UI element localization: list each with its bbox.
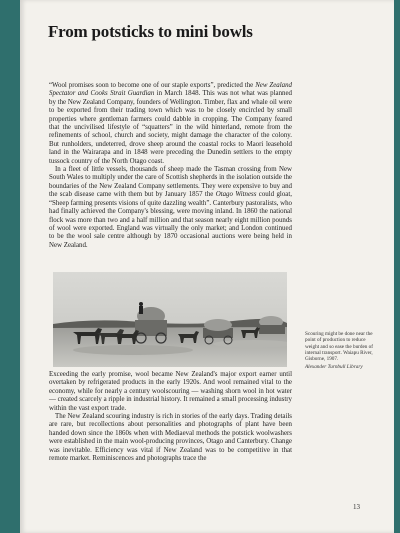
paragraph-3: Exceeding the early promise, wool became New Zealand's major export earner until overtaken by refrigerated products in the early 1920s. And wool remained vital to the economy, while for nearly a century woolscouring — washing shorn wool in hot water — created scarcely a ripple in industrial history. It remained a small processing industry within the vast export trade.	[49, 371, 292, 412]
photo-caption	[305, 331, 375, 371]
paragraph-2-text: In a fleet of little vessels, thousands of sheep made the Tasman crossing from New South Wales to multiply under the care of Scottish shepherds in the isolation outside the boundaries of the New Zealand Company settlements. They were expensive to buy and the scab disease came with them but by January 1857 the	[49, 166, 292, 199]
text-column-top	[49, 82, 292, 250]
paragraph-2	[49, 166, 292, 250]
paragraph-1-text-cont: in March 1848. This was not what was planned by the New Zealand Company, founders of Wellington. Timber, flax and whale oil were to be exported from their trading town which was to be closely encircled by small properties where gentleman farmers could dabble in cropping. The Company feared that the uncivilised lifestyle of “squatters” in the wild hinterland, remote from the refinements of school, church and society, might damage the character of the colony. But runholders, undeterred, drove sheep around the coastal rocks to Maori leasehold land in the Wairarapa and in 1848 were preceding the Dunedin settlers to the empty tussock country of the North Otago coast.	[49, 90, 292, 165]
page-number: 13	[353, 503, 360, 511]
book-page	[20, 0, 394, 533]
paragraph-1	[49, 82, 292, 166]
caption-text: Scouring might be done near the point of production to reduce weight and so ease the burden of internal transport. Waiapu River, Gisborne, 1907.	[305, 331, 373, 363]
paragraph-1-text: “Wool promises soon to become one of our staple exports”, predicted the	[49, 82, 256, 89]
page-title: From potsticks to mini bowls	[48, 22, 253, 41]
newspaper-title: New Zealand Spectator and Cooks Strait Guardian	[49, 82, 292, 98]
paragraph-2-text-cont: could gloat, “Sheep farming presents visions of quite dazzling wealth”. Canterbury pastoralists, who had finally achieved the Company's blessing, were moving inland. In 1860 the national flock was more than two and a half million and that season nearly eight million pounds of wool were exported. England was virtually the only market; and London continued to be the wool sale centre although by 1870 occasional auctions were being held in New Zealand.	[49, 191, 292, 249]
photo-credit: Alexander Turnbull Library	[305, 364, 363, 371]
historic-photo	[53, 272, 287, 367]
newspaper-title-otago: Otago Witness	[215, 191, 257, 199]
text-column-bottom	[49, 371, 292, 463]
paragraph-4: The New Zealand scouring industry is rich in stories of the early days. Trading details are rare, but recollections about personalities and photographs of plant have been handed down since the 1860s when with Mediaeval methods the potstick woolwashers were established in the main wool-producing provinces, Otago and Canterbury. Change was inevitable. Efficiency was vital if New Zealand was to be competitive in that remote market. Reminiscences and photographs trace the	[49, 413, 292, 463]
